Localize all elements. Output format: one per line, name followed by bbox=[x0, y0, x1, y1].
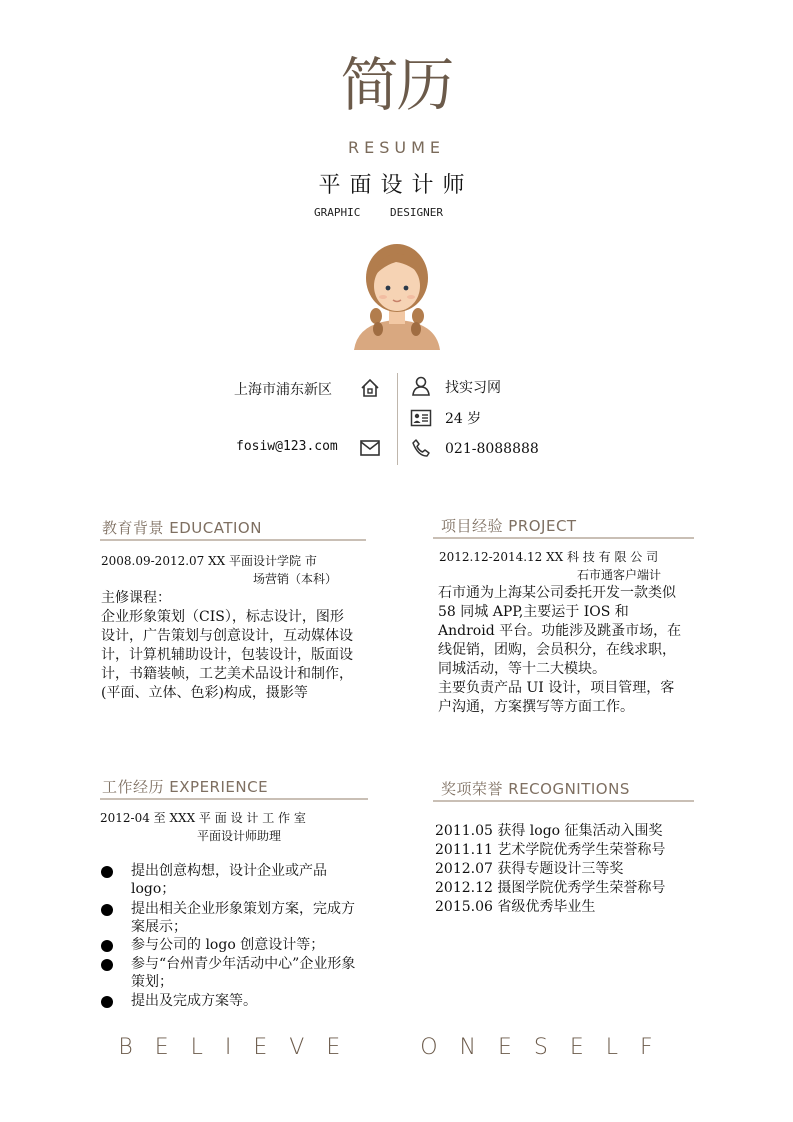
email-text: fosiw@123.com bbox=[236, 439, 338, 454]
recognitions-divider bbox=[433, 800, 694, 802]
bullet-icon bbox=[101, 940, 113, 952]
bullet-text: 提出相关企业形象策划方案，完成方案展示； bbox=[131, 901, 355, 935]
list-item bbox=[100, 955, 360, 992]
id-card-icon bbox=[410, 407, 432, 429]
list-item: 2011.11 艺术学院优秀学生荣誉称号 bbox=[435, 842, 666, 858]
project-date: 2012.12-2014.12 XX 科 技 有 限 公 司 bbox=[439, 550, 659, 564]
experience-divider bbox=[100, 798, 368, 800]
education-heading: 教育背景 EDUCATION bbox=[102, 519, 262, 537]
job-title-en-2: DESIGNER bbox=[390, 206, 443, 219]
bullet-text: 提出及完成方案等。 bbox=[131, 993, 257, 1009]
bullet-text: 提出创意构想，设计企业或产品 logo； bbox=[131, 863, 327, 897]
logo-title-cn: 简历 bbox=[340, 51, 453, 119]
project-heading: 项目经验 PROJECT bbox=[441, 517, 577, 535]
experience-bullet-list bbox=[100, 862, 360, 1011]
education-body: 主修课程： 企业形象策划（CIS），标志设计，图形设计，广告策划与创意设计，互动媒体设计，计算机辅助设计，包装设计，版面设计，书籍装帧，工艺美术品设计和制作，(平面、立体、色彩)构成，摄影等 bbox=[101, 590, 353, 701]
list-item bbox=[100, 936, 360, 955]
education-date: 2008.09-2012.07 XX 平面设计学院 市 bbox=[101, 554, 317, 568]
project-divider bbox=[433, 537, 694, 539]
contact-divider bbox=[397, 373, 398, 465]
phone-text: 021-8088888 bbox=[445, 441, 539, 457]
project-role: 石市通客户端计 bbox=[577, 568, 662, 582]
bullet-icon bbox=[101, 904, 113, 916]
home-icon bbox=[359, 377, 381, 399]
project-body: 石市通为上海某公司委托开发一款类似 58 同城 APP,主要运于 IOS 和 Android 平台。功能涉及跳蚤市场，在线促销，团购，会员积分，在线求职，同城活动，等十二大模块。 主要负责产品 UI 设计，项目管理，客户沟通，方案撰写等方面工作。 bbox=[438, 585, 682, 715]
experience-date: 2012-04 至 XXX 平 面 设 计 工 作 室 bbox=[100, 811, 306, 825]
phone-icon bbox=[410, 437, 432, 459]
education-divider bbox=[100, 539, 366, 541]
avatar bbox=[350, 240, 444, 350]
bullet-icon bbox=[101, 959, 113, 971]
age-text: 24 岁 bbox=[445, 411, 482, 427]
experience-role: 平面设计师助理 bbox=[197, 829, 282, 843]
recognitions-list bbox=[435, 822, 705, 917]
list-item bbox=[100, 862, 360, 900]
logo-title-en: RESUME bbox=[347, 138, 445, 157]
user-icon bbox=[410, 375, 432, 397]
list-item: 2012.07 获得专题设计三等奖 bbox=[435, 861, 624, 877]
bullet-text: 参与公司的 logo 创意设计等； bbox=[131, 937, 325, 953]
list-item: 2015.06 省级优秀毕业生 bbox=[435, 899, 596, 915]
job-title-cn: 平面设计师 bbox=[318, 173, 474, 198]
list-item bbox=[100, 900, 360, 936]
name-text: 找实习网 bbox=[445, 380, 501, 396]
bullet-text: 参与“台州青少年活动中心”企业形象策划； bbox=[131, 956, 356, 990]
list-item: 2011.05 获得 logo 征集活动入围奖 bbox=[435, 823, 663, 839]
mail-icon bbox=[359, 437, 381, 459]
education-major: 场营销（本科） bbox=[253, 572, 338, 586]
experience-heading: 工作经历 EXPERIENCE bbox=[102, 778, 269, 796]
list-item bbox=[100, 992, 360, 1011]
job-title-en-1: GRAPHIC bbox=[314, 206, 361, 219]
bullet-icon bbox=[101, 996, 113, 1008]
bullet-icon bbox=[101, 866, 113, 878]
address-text: 上海市浦东新区 bbox=[234, 382, 332, 398]
recognitions-heading: 奖项荣誉 RECOGNITIONS bbox=[441, 780, 630, 798]
list-item: 2012.12 摄图学院优秀学生荣誉称号 bbox=[435, 880, 666, 896]
footer-motto: BELIEVE ONESELF bbox=[118, 1035, 675, 1060]
